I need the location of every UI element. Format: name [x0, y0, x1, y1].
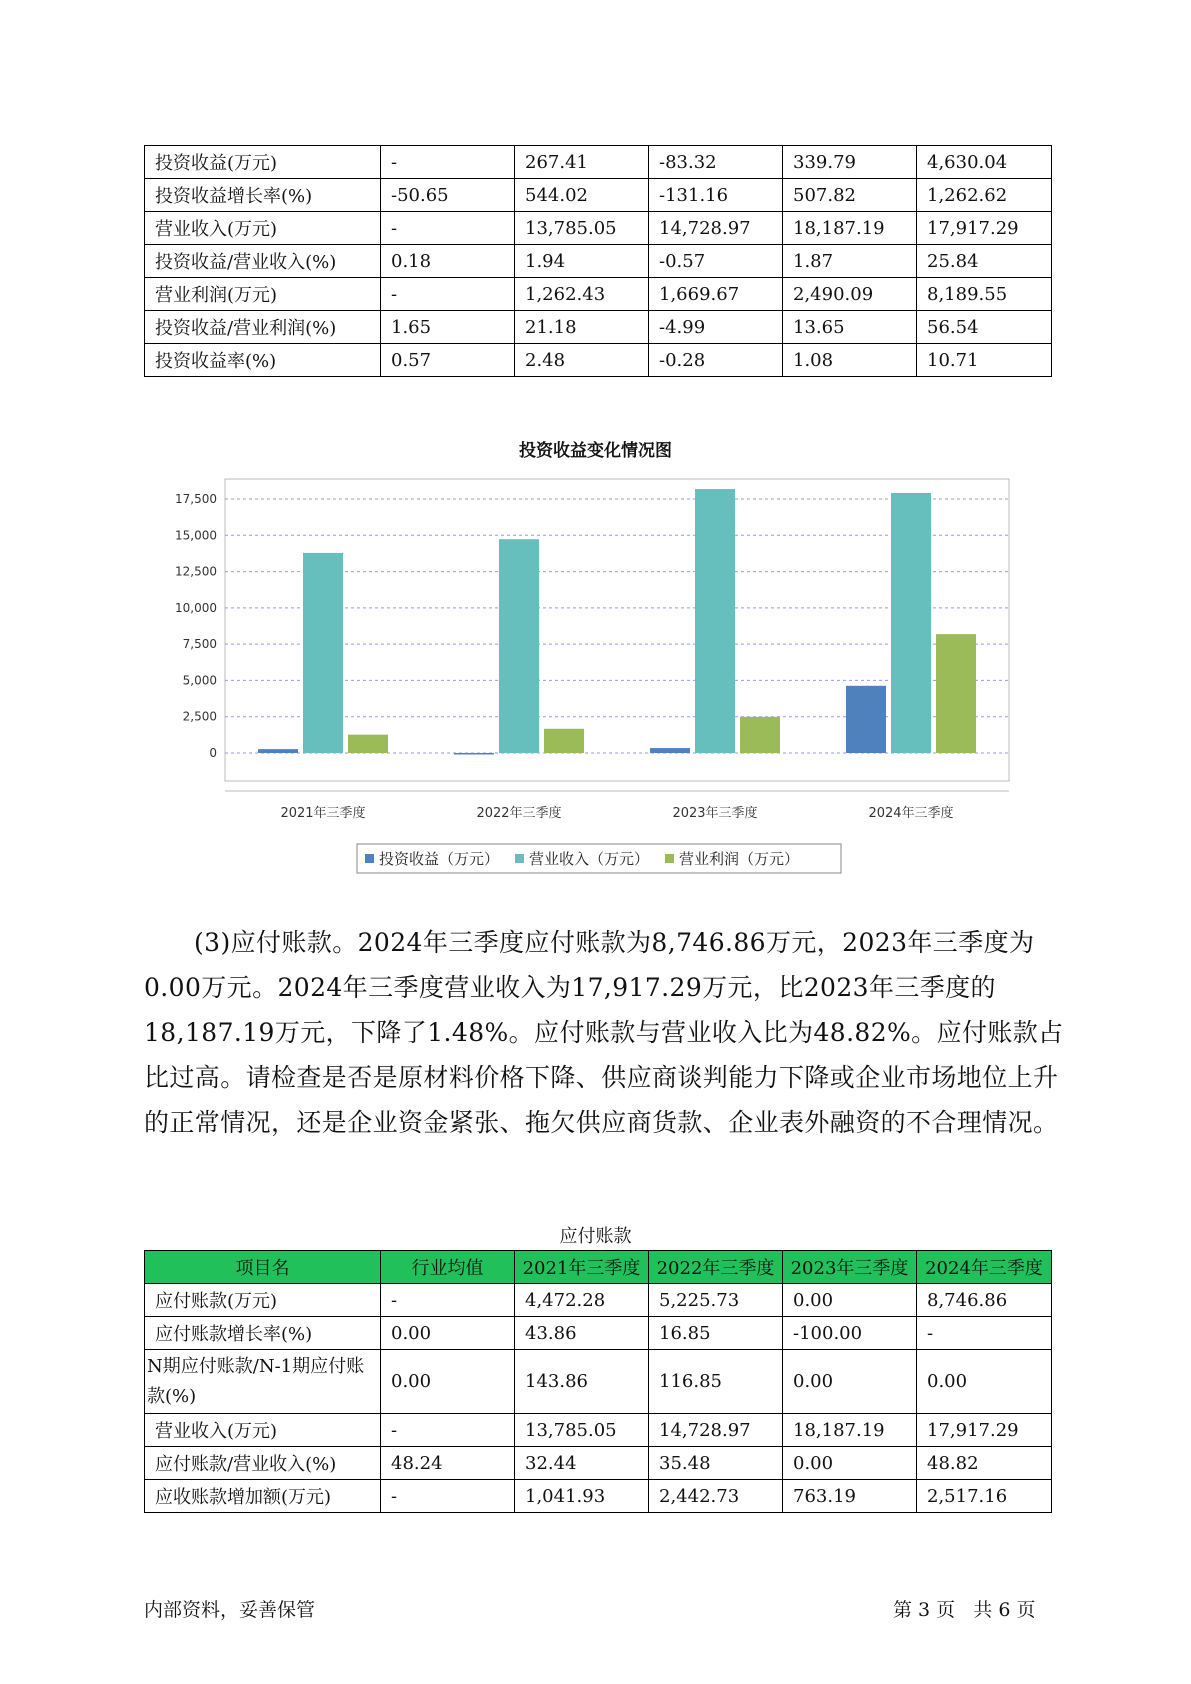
table-cell: 0.18 [381, 245, 515, 278]
column-header: 2023年三季度 [783, 1251, 917, 1284]
table-cell: 8,746.86 [917, 1284, 1052, 1317]
table-cell: 339.79 [783, 146, 917, 179]
paragraph-text: (3)应付账款。2024年三季度应付账款为8,746.86万元，2023年三季度为0.00万元。2024年三季度营业收入为17,917.29万元，比2023年三季度的18,187.19万元，下降了1.48%。应付账款与营业收入比为48.82%。应付账款占比过高。请检查是否是原材料价格下降、供应商谈判能力下降或企业市场地位上升的正常情况，还是企业资金紧张、拖欠供应商货款、企业表外融资的不合理情况。 [144, 928, 1064, 1137]
table-cell: 1,669.67 [649, 278, 783, 311]
table-cell: 13,785.05 [515, 1414, 649, 1447]
table-cell: -100.00 [783, 1317, 917, 1350]
legend-swatch [365, 854, 374, 863]
investment-income-table [144, 145, 1052, 377]
table-row [145, 146, 1052, 179]
chart-title: 投资收益变化情况图 [519, 441, 672, 461]
table-cell: 14,728.97 [649, 1414, 783, 1447]
y-tick-label: 0 [209, 746, 217, 760]
table-cell: 143.86 [515, 1350, 649, 1414]
table-cell: 35.48 [649, 1447, 783, 1480]
table-cell: 43.86 [515, 1317, 649, 1350]
table-cell: 应付账款(万元) [145, 1284, 381, 1317]
table-row [145, 1284, 1052, 1317]
page-number: 第 3 页 共 6 页 [893, 1599, 1036, 1621]
table-cell: 1,262.62 [917, 179, 1052, 212]
table-row [145, 245, 1052, 278]
y-tick-label: 10,000 [175, 600, 217, 615]
table-cell: 0.00 [783, 1284, 917, 1317]
table-cell: 18,187.19 [783, 212, 917, 245]
table-cell: 1.65 [381, 311, 515, 344]
legend-entry: 营业利润（万元） [679, 850, 800, 868]
legend-entry: 投资收益（万元） [379, 850, 500, 868]
table-cell: 17,917.29 [917, 1414, 1052, 1447]
table-cell: 投资收益(万元) [145, 146, 381, 179]
table-cell: - [381, 1284, 515, 1317]
table-cell: 0.00 [783, 1350, 917, 1414]
bar [936, 634, 976, 753]
bar [258, 749, 298, 753]
table-cell: 营业利润(万元) [145, 278, 381, 311]
table-cell: 5,225.73 [649, 1284, 783, 1317]
table-cell: 2.48 [515, 344, 649, 377]
bar [303, 553, 343, 753]
y-tick-label: 12,500 [175, 564, 217, 579]
bar [454, 753, 494, 755]
x-tick-label: 2024年三季度 [868, 806, 954, 821]
table-cell: 13.65 [783, 311, 917, 344]
bar-chart [160, 468, 1020, 878]
table-cell: 10.71 [917, 344, 1052, 377]
y-tick-label: 17,500 [175, 492, 217, 506]
y-tick-label: 2,500 [182, 709, 217, 724]
table-cell: 应付账款/营业收入(%) [145, 1447, 381, 1480]
table-cell: - [917, 1317, 1052, 1350]
table-cell: -83.32 [649, 146, 783, 179]
table-cell: 48.82 [917, 1447, 1052, 1480]
table-cell: - [381, 278, 515, 311]
table-row [145, 1350, 1052, 1414]
table-cell: 21.18 [515, 311, 649, 344]
bar [695, 489, 735, 753]
table-cell: 2,517.16 [917, 1480, 1052, 1513]
table-cell: 267.41 [515, 146, 649, 179]
table-row [145, 179, 1052, 212]
table-cell: 16.85 [649, 1317, 783, 1350]
x-tick-label: 2023年三季度 [672, 806, 758, 821]
table-cell: -131.16 [649, 179, 783, 212]
table-cell: 0.00 [917, 1350, 1052, 1414]
table-cell: 2,442.73 [649, 1480, 783, 1513]
table-cell: -4.99 [649, 311, 783, 344]
legend-swatch [665, 854, 674, 863]
bar [891, 493, 931, 753]
bar [650, 748, 690, 753]
table-cell: 56.54 [917, 311, 1052, 344]
table-cell: 2,490.09 [783, 278, 917, 311]
table-row [145, 278, 1052, 311]
bar [499, 539, 539, 753]
table-cell: - [381, 212, 515, 245]
table-row [145, 1414, 1052, 1447]
table-cell: 应付账款增长率(%) [145, 1317, 381, 1350]
table-cell: 投资收益/营业收入(%) [145, 245, 381, 278]
table-cell: -0.28 [649, 344, 783, 377]
x-tick-label: 2021年三季度 [280, 806, 366, 821]
table-cell: 48.24 [381, 1447, 515, 1480]
table-cell: 投资收益率(%) [145, 344, 381, 377]
table-cell: - [381, 146, 515, 179]
table-cell: 763.19 [783, 1480, 917, 1513]
table-cell: 17,917.29 [917, 212, 1052, 245]
table-caption: 应付账款 [559, 1226, 632, 1247]
table-cell: 投资收益增长率(%) [145, 179, 381, 212]
table-cell: 544.02 [515, 179, 649, 212]
table-row [145, 344, 1052, 377]
table-cell: 0.00 [783, 1447, 917, 1480]
payables-table [144, 1250, 1052, 1513]
table-cell: 0.00 [381, 1350, 515, 1414]
table-cell: - [381, 1480, 515, 1513]
column-header: 项目名 [145, 1251, 381, 1284]
y-tick-label: 15,000 [175, 528, 217, 543]
table-cell: 0.00 [381, 1317, 515, 1350]
table-cell: 0.57 [381, 344, 515, 377]
legend-swatch [515, 854, 524, 863]
bar [740, 717, 780, 753]
table-row [145, 1447, 1052, 1480]
table-cell: 25.84 [917, 245, 1052, 278]
table-cell: N期应付账款/N-1期应付账款(%) [145, 1350, 381, 1414]
table-cell: 507.82 [783, 179, 917, 212]
footer-note: 内部资料，妥善保管 [144, 1599, 316, 1621]
column-header: 2021年三季度 [515, 1251, 649, 1284]
y-tick-label: 7,500 [182, 637, 217, 652]
table-cell: 应收账款增加额(万元) [145, 1480, 381, 1513]
table-cell: 营业收入(万元) [145, 212, 381, 245]
table-cell: -0.57 [649, 245, 783, 278]
body-paragraph [144, 920, 1064, 1145]
table-cell: 32.44 [515, 1447, 649, 1480]
table-cell: 1.87 [783, 245, 917, 278]
table-cell: 13,785.05 [515, 212, 649, 245]
bar [846, 686, 886, 753]
table-cell: 营业收入(万元) [145, 1414, 381, 1447]
table-cell: 18,187.19 [783, 1414, 917, 1447]
y-tick-label: 5,000 [182, 673, 217, 688]
table-row [145, 311, 1052, 344]
table-header-row [145, 1251, 1052, 1284]
table-cell: - [381, 1414, 515, 1447]
table-cell: 1,041.93 [515, 1480, 649, 1513]
table-row [145, 212, 1052, 245]
table-cell: 1.08 [783, 344, 917, 377]
table-cell: 投资收益/营业利润(%) [145, 311, 381, 344]
legend-entry: 营业收入（万元） [529, 850, 650, 868]
table-cell: 8,189.55 [917, 278, 1052, 311]
bar [348, 735, 388, 753]
table-cell: 1,262.43 [515, 278, 649, 311]
table-cell: -50.65 [381, 179, 515, 212]
table-cell: 1.94 [515, 245, 649, 278]
table-cell: 4,630.04 [917, 146, 1052, 179]
bar [544, 729, 584, 753]
table-cell: 116.85 [649, 1350, 783, 1414]
table-row [145, 1317, 1052, 1350]
column-header: 行业均值 [381, 1251, 515, 1284]
table-cell: 14,728.97 [649, 212, 783, 245]
column-header: 2024年三季度 [917, 1251, 1052, 1284]
table-cell: 4,472.28 [515, 1284, 649, 1317]
x-tick-label: 2022年三季度 [476, 806, 562, 821]
table-row [145, 1480, 1052, 1513]
column-header: 2022年三季度 [649, 1251, 783, 1284]
